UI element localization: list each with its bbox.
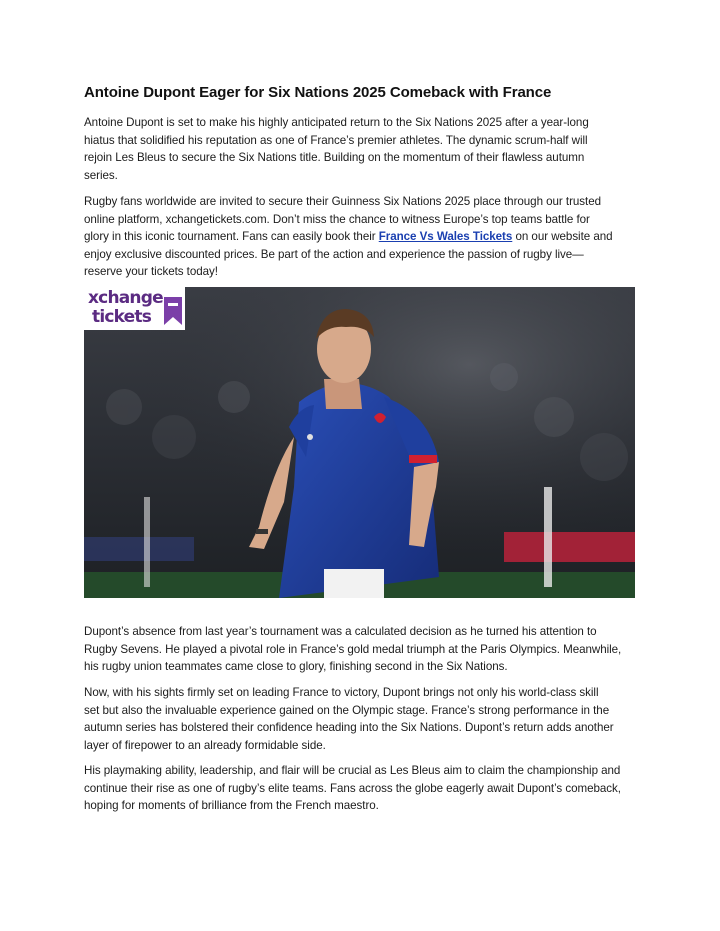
text-line: series. (84, 168, 118, 182)
xchange-tickets-logo (84, 287, 185, 330)
text-line: reserve your tickets today! (84, 265, 218, 278)
paragraph-intro (84, 114, 636, 184)
logo-text: xchange (88, 288, 163, 308)
text-line: set but also the invaluable experience gained on the Olympic stage. France’s strong performance in the (84, 703, 610, 717)
text-line: Antoine Dupont is set to make his highly anticipated return to the Six Nations 2025 after a year-long (84, 116, 589, 129)
text-line: layer of firepower to an already formidable side. (84, 738, 326, 752)
text-line (84, 228, 636, 246)
text-line: Rugby fans worldwide are invited to secure their Guinness Six Nations 2025 place through our trusted (84, 195, 602, 208)
france-vs-wales-tickets-link[interactable]: France Vs Wales Tickets (378, 230, 513, 243)
text-line: online platform, xchangetickets.com. Don’t miss the chance to witness Europe’s top teams battle for (84, 212, 590, 226)
text-line: enjoy exclusive discounted prices. Be part of the action and experience the passion of rugby live— (84, 247, 584, 261)
text-line: continue their rise as one of rugby’s elite teams. Fans across the globe eagerly await Dupont’s comeback, (84, 781, 621, 795)
text-fragment: on our website and (512, 230, 613, 243)
player-photo (84, 287, 635, 598)
text-line: rejoin Les Bleus to secure the Six Nations title. Building on the momentum of their flawless autumn (84, 151, 585, 164)
text-line: His playmaking ability, leadership, and flair will be crucial as Les Bleus aim to claim the championship and (84, 764, 621, 777)
text-line: Rugby Sevens. He played a pivotal role in France’s gold medal triumph at the Paris Olympics. Meanwhile, (84, 642, 622, 656)
page-title: Antoine Dupont Eager for Six Nations 2025 Comeback with France (84, 84, 552, 101)
paragraph-playmaking (84, 762, 636, 815)
text-line: Now, with his sights firmly set on leading France to victory, Dupont brings not only his world-class skill (84, 686, 599, 699)
text-line: hiatus that solidified his reputation as one of France’s premier athletes. The dynamic scrum-half will (84, 133, 588, 147)
text-line: Dupont’s absence from last year’s tournament was a calculated decision as he turned his attention to (84, 625, 597, 638)
paragraph-tickets (84, 193, 636, 281)
paragraph-victory (84, 684, 636, 754)
paragraph-absence (84, 623, 636, 676)
text-fragment: glory in this iconic tournament. Fans can easily book their (84, 230, 379, 243)
ticket-icon (162, 295, 184, 327)
text-line: hoping for moments of brilliance from the French maestro. (84, 799, 379, 812)
logo-text: tickets (92, 307, 152, 327)
rugby-player-illustration (84, 287, 635, 598)
text-line: his rugby union teammates came close to glory, finishing second in the Six Nations. (84, 660, 508, 673)
text-line: autumn series has bolstered their confidence heading into the Six Nations. Dupont’s return adds another (84, 721, 614, 734)
